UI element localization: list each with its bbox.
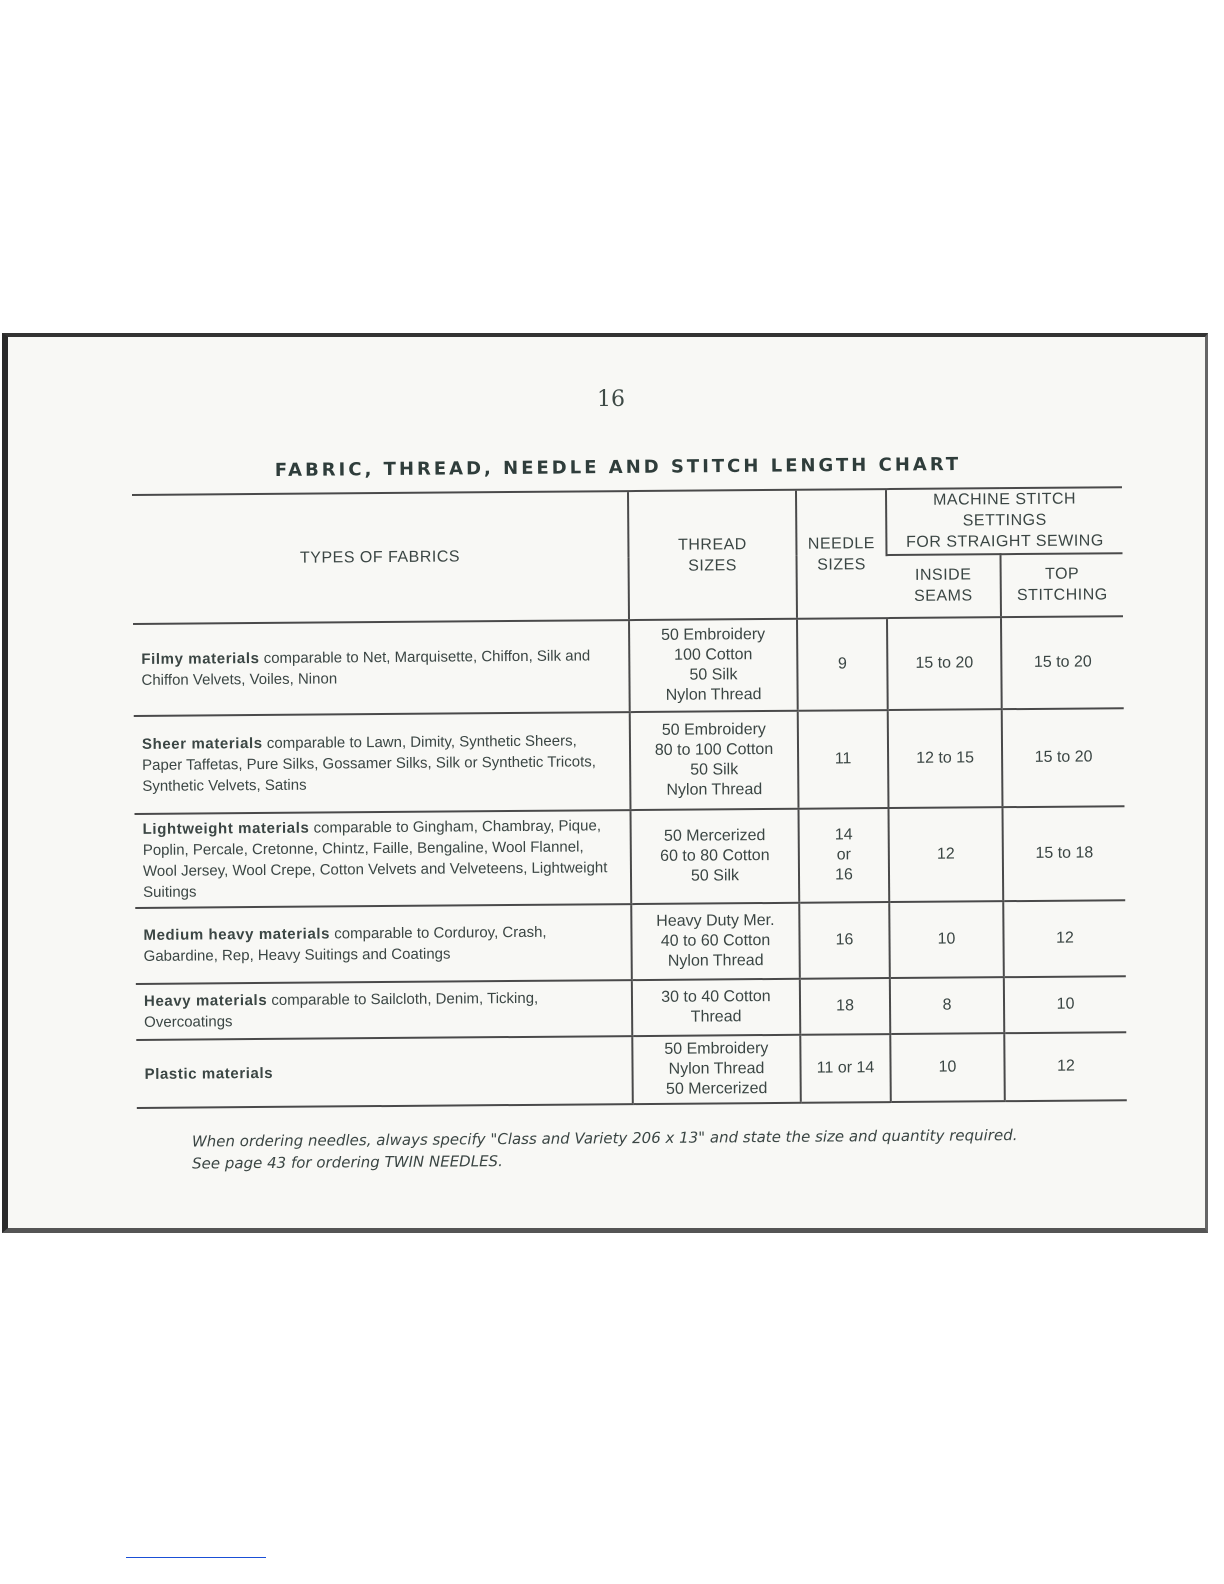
ordering-footnote — [192, 1123, 1092, 1174]
footnote-line: See page 43 for ordering TWIN NEEDLES. — [192, 1152, 503, 1173]
fabric-chart-table — [132, 486, 1127, 1109]
header-inside-seams: INSIDE SEAMS — [886, 554, 1000, 618]
top-stitching-cell: 15 to 18 — [1002, 806, 1125, 901]
fabric-cell: Plastic materials — [136, 1036, 633, 1108]
inside-seams-cell: 8 — [890, 977, 1004, 1034]
fabric-cell: Sheer materials comparable to Lawn, Dimity, Synthetic Sheers, Paper Taffetas, Pure Silks, Gossamer Silks, Silk or Synthetic Tricots, Synthetic Velvets, Satins — [134, 712, 631, 814]
inside-seams-cell: 10 — [890, 1033, 1005, 1102]
top-stitching-cell: 12 — [1004, 1032, 1127, 1101]
table-row — [133, 616, 1124, 716]
header-types-of-fabrics: TYPES OF FABRICS — [132, 491, 629, 624]
fabric-cell: Heavy materials comparable to Sailcloth, Denim, Ticking, Overcoatings — [136, 980, 632, 1040]
needle-cell: 11 — [798, 710, 889, 809]
page-number: 16 — [597, 387, 625, 412]
inside-seams-cell: 12 — [888, 807, 1003, 902]
needle-cell: 11 or 14 — [800, 1034, 891, 1103]
thread-cell: 30 to 40 Cotton Thread — [632, 979, 800, 1036]
thread-cell: 50 Embroidery Nylon Thread 50 Mercerized — [632, 1035, 801, 1104]
bottom-link-rule — [126, 1557, 266, 1558]
fabric-cell: Lightweight materials comparable to Gingham, Chambray, Pique, Poplin, Percale, Cretonne, Chintz, Faille, Bengaline, Wool Flannel, Wool Jersey, Wool Crepe, Cotton Velvets and Velveteens, Lightweight Suitings — [135, 810, 632, 908]
header-row — [132, 487, 1122, 560]
needle-cell: 16 — [799, 902, 890, 979]
thread-cell: 50 Embroidery 100 Cotton 50 Silk Nylon Thread — [629, 619, 798, 712]
fabric-cell: Filmy materials comparable to Net, Marquisette, Chiffon, Silk and Chiffon Velvets, Voiles, Ninon — [133, 620, 630, 716]
top-stitching-cell: 15 to 20 — [1002, 708, 1125, 807]
top-stitching-cell: 12 — [1003, 900, 1126, 977]
needle-cell: 18 — [800, 978, 890, 1035]
top-stitching-cell: 15 to 20 — [1001, 616, 1124, 709]
table-row — [135, 806, 1126, 908]
table-row — [136, 1032, 1127, 1108]
table-row — [134, 708, 1125, 814]
inside-seams-cell: 10 — [889, 901, 1004, 978]
needle-cell: 14 or 16 — [798, 808, 889, 903]
header-machine-stitch-settings: MACHINE STITCH SETTINGS FOR STRAIGHT SEWING — [886, 487, 1123, 554]
inside-seams-cell: 15 to 20 — [887, 617, 1002, 710]
header-thread-sizes: THREAD SIZES — [628, 490, 797, 620]
header-needle-sizes: NEEDLE SIZES — [796, 489, 887, 619]
needle-cell: 9 — [797, 618, 888, 711]
header-top-stitching: TOP STITCHING — [1000, 553, 1122, 617]
footnote-line: When ordering needles, always specify "Class and Variety 206 x 13" and state the size and quantity required. — [191, 1126, 1018, 1151]
thread-cell: 50 Mercerized 60 to 80 Cotton 50 Silk — [630, 809, 799, 904]
fabric-cell: Medium heavy materials comparable to Corduroy, Crash, Gabardine, Rep, Heavy Suitings and Coatings — [135, 904, 632, 984]
table-row — [136, 976, 1126, 1040]
chart-title: FABRIC, THREAD, NEEDLE AND STITCH LENGTH CHART — [274, 454, 962, 481]
inside-seams-cell: 12 to 15 — [888, 709, 1003, 808]
thread-cell: Heavy Duty Mer. 40 to 60 Cotton Nylon Thread — [631, 903, 800, 980]
top-stitching-cell: 10 — [1004, 976, 1126, 1033]
manual-page — [2, 333, 1208, 1233]
table-row — [135, 900, 1126, 984]
thread-cell: 50 Embroidery 80 to 100 Cotton 50 Silk Nylon Thread — [630, 711, 799, 810]
